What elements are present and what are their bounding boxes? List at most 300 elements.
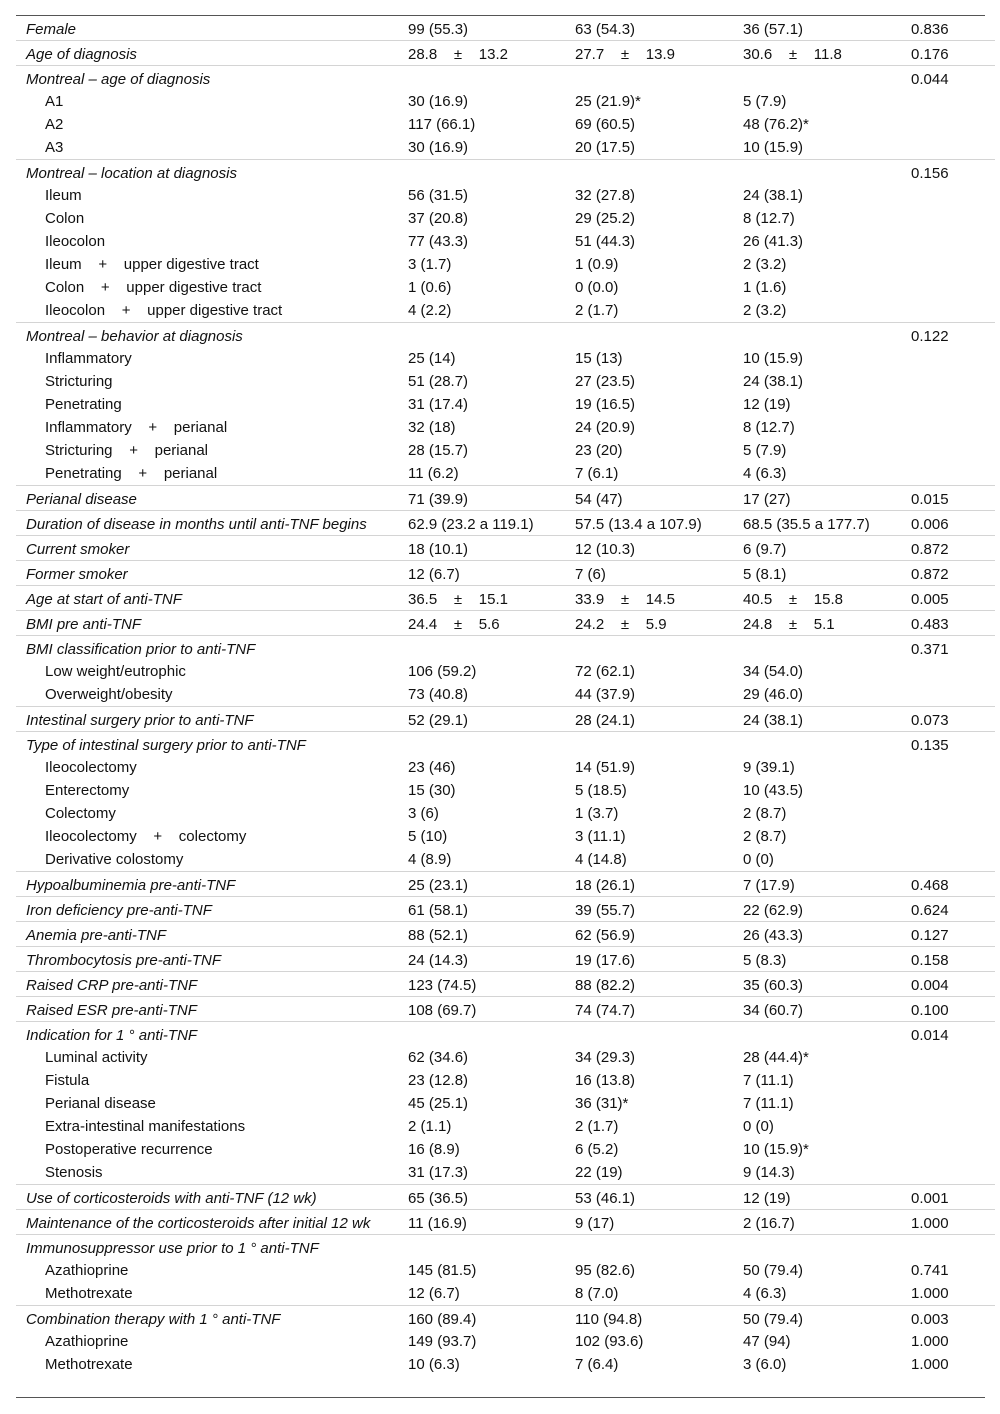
- table-subrow: [16, 207, 995, 230]
- row-label-cell: [16, 1330, 408, 1353]
- row-label-cell: [16, 1306, 408, 1331]
- p-value-cell: [911, 253, 995, 276]
- row-label: Duration of disease in months until anti-TNF begins: [26, 516, 367, 533]
- cell-value: 1 (3.7): [575, 805, 619, 822]
- group-2-cell: [743, 561, 911, 586]
- cell-value: 57.5 (13.4 a 107.9): [575, 516, 702, 533]
- row-label: Colon + upper digestive tract: [45, 279, 262, 296]
- cell-value: 62.9 (23.2 a 119.1): [408, 516, 534, 533]
- row-label-cell: [16, 462, 408, 486]
- total-cell: [408, 947, 575, 972]
- cell-value: 73 (40.8): [408, 686, 469, 703]
- table-row: [16, 997, 995, 1022]
- table-row: [16, 897, 995, 922]
- group-1-cell: [575, 897, 743, 922]
- total-cell: [408, 113, 575, 136]
- row-label: Immunosuppressor use prior to 1 ° anti-TNF: [26, 1240, 319, 1257]
- row-label: Age of diagnosis: [26, 46, 137, 63]
- cell-value: 5 (8.3): [743, 952, 787, 969]
- cell-value: 95 (82.6): [575, 1262, 636, 1279]
- cell-value: 2 (3.2): [743, 256, 787, 273]
- p-value-cell: [911, 1115, 995, 1138]
- group-2-cell: [743, 1259, 911, 1282]
- row-label: Low weight/eutrophic: [45, 663, 186, 680]
- characteristics-table: [16, 16, 995, 1376]
- p-value-cell: [911, 113, 995, 136]
- cell-value: 1.000: [911, 1356, 949, 1373]
- total-cell: [408, 90, 575, 113]
- p-value-cell: [911, 972, 995, 997]
- cell-value: 0.483: [911, 616, 949, 633]
- group-1-cell: [575, 683, 743, 707]
- cell-value: 11 (16.9): [408, 1215, 467, 1232]
- table-row: [16, 66, 995, 91]
- row-label: Type of intestinal surgery prior to anti-TNF: [26, 737, 306, 754]
- total-cell: [408, 1235, 575, 1260]
- cell-value: 7 (11.1): [743, 1095, 794, 1112]
- group-1-cell: [575, 732, 743, 757]
- cell-value: 74 (74.7): [575, 1002, 636, 1019]
- p-value-cell: [911, 90, 995, 113]
- row-label-cell: [16, 370, 408, 393]
- total-cell: [408, 1161, 575, 1185]
- group-1-cell: [575, 393, 743, 416]
- group-1-cell: [575, 347, 743, 370]
- row-label-cell: [16, 1046, 408, 1069]
- p-value-cell: [911, 1185, 995, 1210]
- cell-value: 63 (54.3): [575, 21, 636, 38]
- row-label-cell: [16, 136, 408, 160]
- table-subrow: [16, 1259, 995, 1282]
- cell-value: 50 (79.4): [743, 1262, 804, 1279]
- group-2-cell: [743, 1092, 911, 1115]
- cell-value: 145 (81.5): [408, 1262, 477, 1279]
- cell-value: 52 (29.1): [408, 712, 469, 729]
- cell-value: 62 (56.9): [575, 927, 636, 944]
- table-subrow: [16, 1353, 995, 1376]
- p-value-cell: [911, 707, 995, 732]
- group-2-cell: [743, 756, 911, 779]
- group-2-cell: [743, 1282, 911, 1306]
- cell-value: 17 (27): [743, 491, 791, 508]
- cell-value: 10 (43.5): [743, 782, 804, 799]
- cell-value: 5 (7.9): [743, 93, 787, 110]
- group-2-cell: [743, 113, 911, 136]
- group-1-cell: [575, 1185, 743, 1210]
- cell-value: 7 (6.4): [575, 1356, 619, 1373]
- cell-value: 3 (6.0): [743, 1356, 787, 1373]
- cell-value: 29 (46.0): [743, 686, 804, 703]
- total-cell: [408, 1115, 575, 1138]
- total-cell: [408, 897, 575, 922]
- cell-value: 0.872: [911, 541, 949, 558]
- p-value-cell: [911, 393, 995, 416]
- cell-value: 4 (8.9): [408, 851, 452, 868]
- cell-value: 99 (55.3): [408, 21, 469, 38]
- p-value-cell: [911, 323, 995, 348]
- cell-value: 7 (11.1): [743, 1072, 794, 1089]
- group-2-cell: [743, 707, 911, 732]
- group-1-cell: [575, 276, 743, 299]
- group-2-cell: [743, 1138, 911, 1161]
- group-1-cell: [575, 561, 743, 586]
- group-2-cell: [743, 825, 911, 848]
- p-value-cell: [911, 825, 995, 848]
- cell-value: 31 (17.4): [408, 396, 469, 413]
- p-value-cell: [911, 997, 995, 1022]
- row-label-cell: [16, 611, 408, 636]
- group-2-cell: [743, 184, 911, 207]
- table-row: [16, 1210, 995, 1235]
- cell-value: 0.836: [911, 21, 949, 38]
- cell-value: 25 (14): [408, 350, 456, 367]
- cell-value: 32 (27.8): [575, 187, 636, 204]
- cell-value: 62 (34.6): [408, 1049, 469, 1066]
- table-subrow: [16, 90, 995, 113]
- row-label-cell: [16, 825, 408, 848]
- row-label-cell: [16, 779, 408, 802]
- group-2-cell: [743, 90, 911, 113]
- cell-value: 2 (1.7): [575, 302, 619, 319]
- cell-value: 44 (37.9): [575, 686, 636, 703]
- cell-value: 36.5 ± 15.1: [408, 591, 508, 608]
- group-1-cell: [575, 1353, 743, 1376]
- row-label-cell: [16, 1092, 408, 1115]
- row-label-cell: [16, 1022, 408, 1047]
- cell-value: 2 (8.7): [743, 805, 787, 822]
- group-2-cell: [743, 1069, 911, 1092]
- cell-value: 30.6 ± 11.8: [743, 46, 842, 63]
- cell-value: 35 (60.3): [743, 977, 804, 994]
- row-label-cell: [16, 1115, 408, 1138]
- cell-value: 23 (20): [575, 442, 623, 459]
- group-1-cell: [575, 416, 743, 439]
- cell-value: 0.624: [911, 902, 949, 919]
- row-label: Female: [26, 21, 77, 38]
- group-1-cell: [575, 90, 743, 113]
- p-value-cell: [911, 299, 995, 323]
- row-label: Use of corticosteroids with anti-TNF (12 wk): [26, 1190, 317, 1207]
- table-subrow: [16, 347, 995, 370]
- group-1-cell: [575, 1259, 743, 1282]
- row-label: Montreal – behavior at diagnosis: [26, 328, 243, 345]
- row-label: BMI pre anti-TNF: [26, 616, 142, 633]
- row-label-cell: [16, 184, 408, 207]
- cell-value: 69 (60.5): [575, 116, 636, 133]
- table-subrow: [16, 276, 995, 299]
- total-cell: [408, 370, 575, 393]
- group-1-cell: [575, 825, 743, 848]
- p-value-cell: [911, 230, 995, 253]
- group-2-cell: [743, 611, 911, 636]
- row-label-cell: [16, 922, 408, 947]
- row-label-cell: [16, 707, 408, 732]
- group-2-cell: [743, 848, 911, 872]
- row-label-cell: [16, 586, 408, 611]
- row-label: Ileocolon + upper digestive tract: [45, 302, 283, 319]
- cell-value: 8 (12.7): [743, 210, 795, 227]
- cell-value: 0.158: [911, 952, 949, 969]
- cell-value: 6 (5.2): [575, 1141, 619, 1158]
- table-row: [16, 1235, 995, 1260]
- total-cell: [408, 253, 575, 276]
- row-label-cell: [16, 1161, 408, 1185]
- total-cell: [408, 299, 575, 323]
- cell-value: 54 (47): [575, 491, 623, 508]
- cell-value: 31 (17.3): [408, 1164, 469, 1181]
- row-label: Methotrexate: [45, 1356, 133, 1373]
- p-value-cell: [911, 779, 995, 802]
- group-1-cell: [575, 802, 743, 825]
- table-subrow: [16, 113, 995, 136]
- table-subrow: [16, 848, 995, 872]
- row-label-cell: [16, 1210, 408, 1235]
- group-2-cell: [743, 536, 911, 561]
- cell-value: 9 (17): [575, 1215, 615, 1232]
- row-label-cell: [16, 1069, 408, 1092]
- group-2-cell: [743, 207, 911, 230]
- group-2-cell: [743, 462, 911, 486]
- cell-value: 88 (52.1): [408, 927, 469, 944]
- p-value-cell: [911, 1138, 995, 1161]
- group-2-cell: [743, 511, 911, 536]
- cell-value: 30 (16.9): [408, 93, 469, 110]
- cell-value: 117 (66.1): [408, 116, 476, 133]
- p-value-cell: [911, 1092, 995, 1115]
- cell-value: 53 (46.1): [575, 1190, 636, 1207]
- p-value-cell: [911, 41, 995, 66]
- row-label-cell: [16, 253, 408, 276]
- cell-value: 10 (15.9): [743, 350, 804, 367]
- group-1-cell: [575, 1092, 743, 1115]
- group-2-cell: [743, 1235, 911, 1260]
- row-label-cell: [16, 848, 408, 872]
- total-cell: [408, 997, 575, 1022]
- cell-value: 0.003: [911, 1311, 949, 1328]
- row-label: Ileum + upper digestive tract: [45, 256, 259, 273]
- p-value-cell: [911, 802, 995, 825]
- cell-value: 149 (93.7): [408, 1333, 477, 1350]
- row-label-cell: [16, 756, 408, 779]
- row-label-cell: [16, 347, 408, 370]
- cell-value: 1.000: [911, 1333, 949, 1350]
- group-1-cell: [575, 611, 743, 636]
- group-2-cell: [743, 1185, 911, 1210]
- row-label: Current smoker: [26, 541, 130, 558]
- row-label-cell: [16, 511, 408, 536]
- p-value-cell: [911, 1235, 995, 1260]
- p-value-cell: [911, 586, 995, 611]
- group-1-cell: [575, 253, 743, 276]
- p-value-cell: [911, 1210, 995, 1235]
- p-value-cell: [911, 136, 995, 160]
- cell-value: 20 (17.5): [575, 139, 636, 156]
- table-subrow: [16, 1330, 995, 1353]
- row-label-cell: [16, 90, 408, 113]
- row-label-cell: [16, 66, 408, 91]
- cell-value: 11 (6.2): [408, 465, 459, 482]
- cell-value: 5 (10): [408, 828, 448, 845]
- cell-value: 24 (38.1): [743, 373, 804, 390]
- cell-value: 4 (2.2): [408, 302, 452, 319]
- cell-value: 0 (0): [743, 851, 774, 868]
- row-label: Ileocolectomy: [45, 759, 137, 776]
- row-label: Postoperative recurrence: [45, 1141, 213, 1158]
- table-subrow: [16, 370, 995, 393]
- table-subrow: [16, 756, 995, 779]
- group-1-cell: [575, 184, 743, 207]
- total-cell: [408, 416, 575, 439]
- row-label-cell: [16, 872, 408, 897]
- total-cell: [408, 1282, 575, 1306]
- table-row: [16, 972, 995, 997]
- cell-value: 15 (13): [575, 350, 623, 367]
- row-label: Azathioprine: [45, 1262, 129, 1279]
- row-label: A1: [45, 93, 64, 110]
- cell-value: 27 (23.5): [575, 373, 636, 390]
- cell-value: 0.073: [911, 712, 949, 729]
- group-1-cell: [575, 922, 743, 947]
- cell-value: 19 (16.5): [575, 396, 636, 413]
- group-1-cell: [575, 779, 743, 802]
- p-value-cell: [911, 732, 995, 757]
- table-row: [16, 486, 995, 511]
- row-label-cell: [16, 276, 408, 299]
- cell-value: 1 (1.6): [743, 279, 787, 296]
- row-label-cell: [16, 636, 408, 661]
- cell-value: 24.2 ± 5.9: [575, 616, 667, 633]
- total-cell: [408, 184, 575, 207]
- row-label-cell: [16, 16, 408, 41]
- cell-value: 51 (44.3): [575, 233, 636, 250]
- cell-value: 0.741: [911, 1262, 949, 1279]
- group-2-cell: [743, 779, 911, 802]
- cell-value: 68.5 (35.5 a 177.7): [743, 516, 870, 533]
- table-row: [16, 922, 995, 947]
- total-cell: [408, 1210, 575, 1235]
- row-label: Luminal activity: [45, 1049, 148, 1066]
- table-subrow: [16, 253, 995, 276]
- cell-value: 45 (25.1): [408, 1095, 469, 1112]
- total-cell: [408, 732, 575, 757]
- cell-value: 4 (6.3): [743, 1285, 787, 1302]
- row-label: Ileum: [45, 187, 82, 204]
- group-2-cell: [743, 323, 911, 348]
- cell-value: 24 (14.3): [408, 952, 469, 969]
- group-2-cell: [743, 636, 911, 661]
- cell-value: 24 (38.1): [743, 712, 804, 729]
- cell-value: 0.176: [911, 46, 949, 63]
- cell-value: 28.8 ± 13.2: [408, 46, 508, 63]
- cell-value: 2 (3.2): [743, 302, 787, 319]
- p-value-cell: [911, 276, 995, 299]
- cell-value: 3 (6): [408, 805, 439, 822]
- p-value-cell: [911, 66, 995, 91]
- cell-value: 18 (10.1): [408, 541, 469, 558]
- cell-value: 12 (6.7): [408, 566, 460, 583]
- total-cell: [408, 611, 575, 636]
- row-label-cell: [16, 536, 408, 561]
- cell-value: 51 (28.7): [408, 373, 469, 390]
- total-cell: [408, 486, 575, 511]
- total-cell: [408, 276, 575, 299]
- cell-value: 7 (6): [575, 566, 606, 583]
- cell-value: 1 (0.9): [575, 256, 619, 273]
- cell-value: 0.044: [911, 71, 949, 88]
- group-2-cell: [743, 1330, 911, 1353]
- row-label-cell: [16, 947, 408, 972]
- row-label-cell: [16, 41, 408, 66]
- table-row: [16, 707, 995, 732]
- cell-value: 108 (69.7): [408, 1002, 477, 1019]
- cell-value: 28 (44.4)*: [743, 1049, 809, 1066]
- cell-value: 34 (29.3): [575, 1049, 636, 1066]
- cell-value: 28 (15.7): [408, 442, 469, 459]
- row-label-cell: [16, 1235, 408, 1260]
- p-value-cell: [911, 1161, 995, 1185]
- group-1-cell: [575, 230, 743, 253]
- table-subrow: [16, 462, 995, 486]
- row-label: A2: [45, 116, 64, 133]
- cell-value: 34 (54.0): [743, 663, 804, 680]
- row-label-cell: [16, 1353, 408, 1376]
- group-2-cell: [743, 1210, 911, 1235]
- cell-value: 39 (55.7): [575, 902, 636, 919]
- row-label: Methotrexate: [45, 1285, 133, 1302]
- group-1-cell: [575, 299, 743, 323]
- table-subrow: [16, 1138, 995, 1161]
- group-2-cell: [743, 393, 911, 416]
- p-value-cell: [911, 1046, 995, 1069]
- cell-value: 0.015: [911, 491, 949, 508]
- group-1-cell: [575, 707, 743, 732]
- group-2-cell: [743, 997, 911, 1022]
- table-row: [16, 511, 995, 536]
- row-label-cell: [16, 439, 408, 462]
- total-cell: [408, 872, 575, 897]
- table-subrow: [16, 184, 995, 207]
- cell-value: 26 (41.3): [743, 233, 804, 250]
- row-label: Thrombocytosis pre-anti-TNF: [26, 952, 222, 969]
- row-label: Derivative colostomy: [45, 851, 184, 868]
- cell-value: 10 (6.3): [408, 1356, 460, 1373]
- group-2-cell: [743, 439, 911, 462]
- cell-value: 24.4 ± 5.6: [408, 616, 500, 633]
- cell-value: 33.9 ± 14.5: [575, 591, 675, 608]
- cell-value: 15 (30): [408, 782, 456, 799]
- cell-value: 88 (82.2): [575, 977, 636, 994]
- total-cell: [408, 439, 575, 462]
- p-value-cell: [911, 848, 995, 872]
- cell-value: 3 (1.7): [408, 256, 452, 273]
- p-value-cell: [911, 947, 995, 972]
- group-2-cell: [743, 136, 911, 160]
- row-label: Raised CRP pre-anti-TNF: [26, 977, 198, 994]
- total-cell: [408, 323, 575, 348]
- table-subrow: [16, 1092, 995, 1115]
- cell-value: 6 (9.7): [743, 541, 787, 558]
- cell-value: 0.004: [911, 977, 949, 994]
- group-2-cell: [743, 299, 911, 323]
- row-label: Iron deficiency pre-anti-TNF: [26, 902, 212, 919]
- total-cell: [408, 922, 575, 947]
- row-label: Intestinal surgery prior to anti-TNF: [26, 712, 254, 729]
- cell-value: 0.006: [911, 516, 949, 533]
- group-1-cell: [575, 1282, 743, 1306]
- group-1-cell: [575, 848, 743, 872]
- p-value-cell: [911, 184, 995, 207]
- p-value-cell: [911, 511, 995, 536]
